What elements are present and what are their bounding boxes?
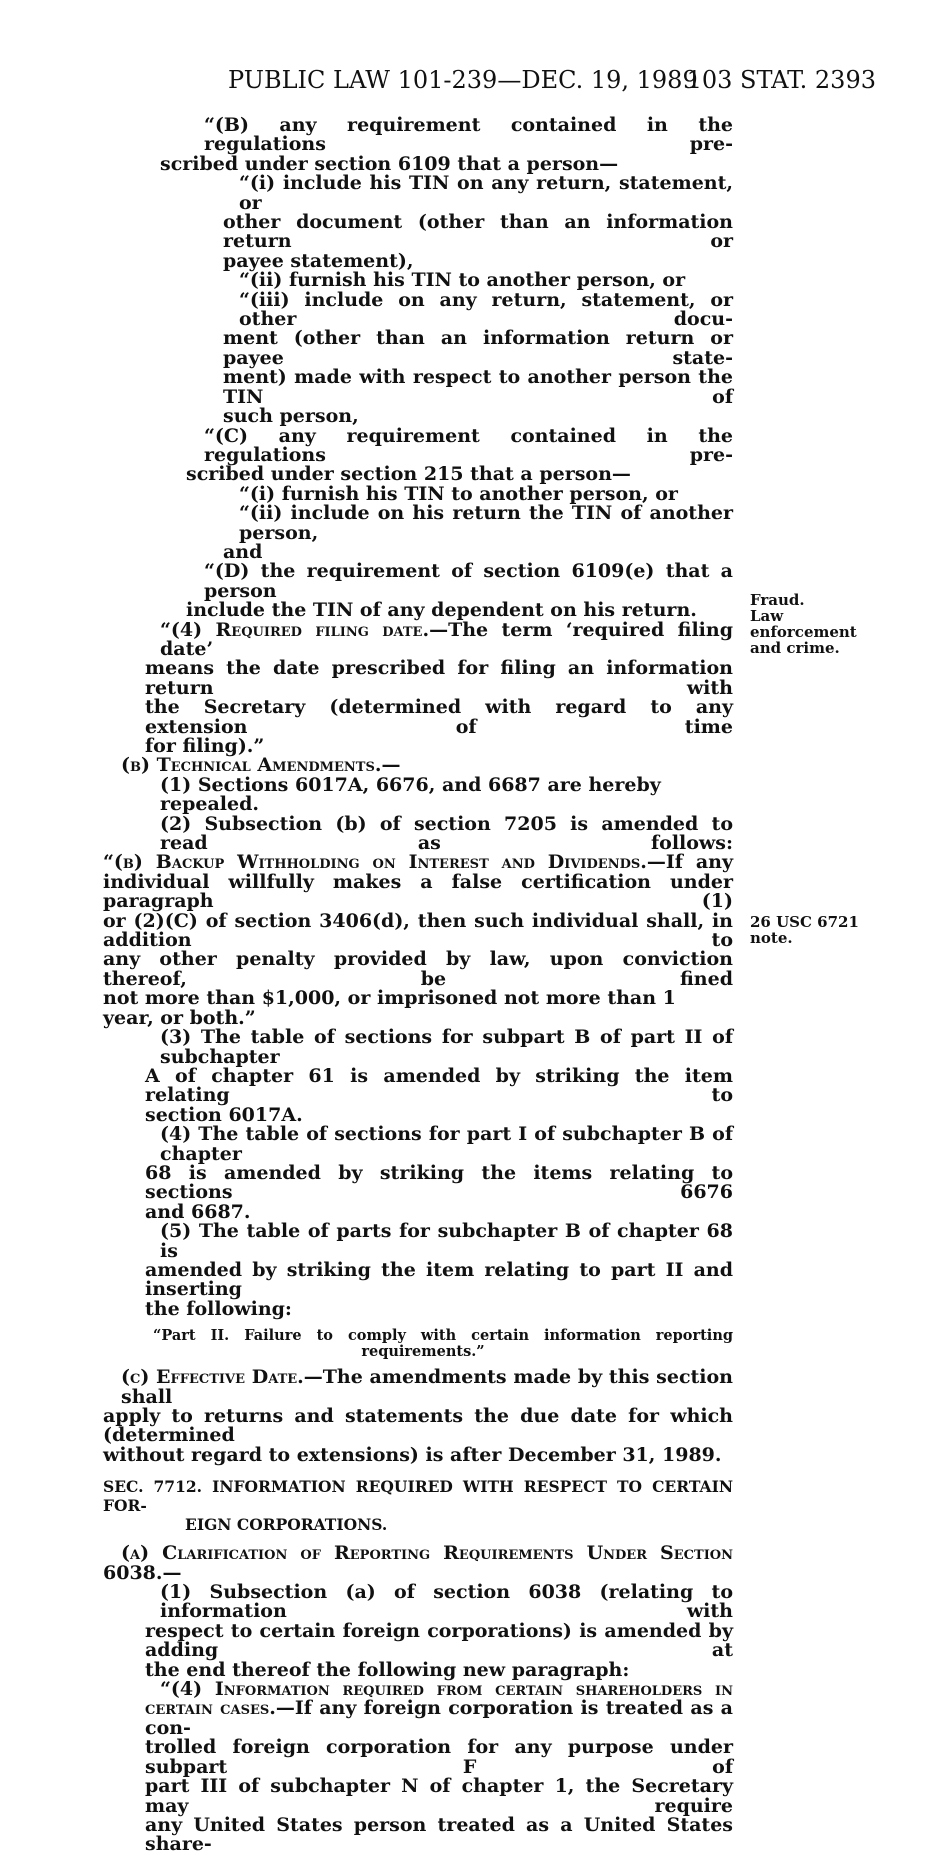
paragraph-d: “(D) the requirement of section 6109(e) that a person include the TIN of any dependent on his return. <box>186 560 733 622</box>
paragraph-4-required-filing-date: “(4) Required filing date.—The term ‘required filing date’ means the date prescribed for filing an information return with the Secretary (determined with regard to any extension of time for filing).” <box>145 618 733 757</box>
paragraph-backup-withholding: “(b) Backup Withholding on Interest and Dividends.—If any individual willfully makes a false certification under paragraph (1) or (2)(C) of section 3406(d), then such individual shall, in addition to any other penalty provided by law, upon conviction thereof, be fined not more than $1,000, or imprisoned not more than 1 year, or both.” <box>103 851 733 1029</box>
heading-clarification: (a) Clarification of Reporting Requirements Under Section 6038.— <box>103 1542 733 1584</box>
paragraph-c: “(C) any requirement contained in the regulations pre- scribed under section 215 that a person— <box>186 424 733 486</box>
paragraph-b: “(B) any requirement contained in the regulations pre- scribed under section 6109 that a person— <box>160 114 733 175</box>
term-backup-withholding: “(b) Backup Withholding on Interest and Dividends. <box>103 851 647 874</box>
paragraph-c-ii: “(ii) include on his return the TIN of another person, and <box>223 502 733 563</box>
term-information-required: “(4) Information required from certain shareholders in <box>160 1678 733 1701</box>
margin-note-fraud: Fraud. Law enforcement and crime. <box>750 591 857 657</box>
paragraph-b3: (3) The table of sections for subpart B of part II of subchapter A of chapter 61 is amended by striking the item relating to section 6017A. <box>145 1026 733 1126</box>
paragraph-b4: (4) The table of sections for part I of subchapter B of chapter 68 is amended by striking the items relating to sections 6676 and 6687. <box>145 1123 733 1223</box>
paragraph-c-i: “(i) furnish his TIN to another person, or <box>239 482 678 505</box>
paragraph-b-iii: “(iii) include on any return, statement, or other docu- ment (other than an information return or payee state- ment) made with respect to another person the TIN of such person, <box>223 288 733 428</box>
term-effective-date: (c) Effective Date. <box>121 1366 304 1389</box>
paragraph-effective-date: (c) Effective Date.—The amendments made by this section shall apply to returns and statements the due date for which (determined without regard to extensions) is after December 31, 1989. <box>103 1366 733 1466</box>
header-stat-page: 103 STAT. 2393 <box>686 66 876 94</box>
paragraph-b-ii: “(ii) furnish his TIN to another person, or <box>239 269 686 292</box>
table-of-parts-insert: “Part II. Failure to comply with certain information reporting requirements.” <box>153 1327 733 1361</box>
margin-note-usc: 26 USC 6721 note. <box>750 913 859 947</box>
paragraph-b-i: “(i) include his TIN on any return, statement, or other document (other than an information return or payee statement), <box>223 172 733 272</box>
paragraph-b5: (5) The table of parts for subchapter B of chapter 68 is amended by striking the item relating to part II and inserting the following: <box>145 1220 733 1320</box>
section-heading-7712: SEC. 7712. INFORMATION REQUIRED WITH RESPECT TO CERTAIN FOR- EIGN CORPORATIONS. <box>103 1477 733 1535</box>
paragraph-b2: (2) Subsection (b) of section 7205 is amended to read as follows: <box>160 812 733 855</box>
page-header <box>228 66 876 96</box>
header-law-citation: PUBLIC LAW 101-239—DEC. 19, 1989 <box>228 66 698 94</box>
heading-technical-amendments: (b) Technical Amendments.— <box>121 754 401 777</box>
document-body <box>103 116 733 1855</box>
paragraph-b1: (1) Sections 6017A, 6676, and 6687 are hereby repealed. <box>160 773 661 816</box>
paragraph-4-information-required: “(4) Information required from certain shareholders in certain cases.—If any foreign corporation is treated as a con- trolled foreign corporation for any purpose under subpart F of part III of subchapter N of chapter 1, the Secretary may require any United States person treated as a United States share- <box>103 1680 733 1855</box>
paragraph-a1: (1) Subsection (a) of section 6038 (relating to information with respect to certain foreign corporations) is amended by adding at the end thereof the following new paragraph: <box>145 1581 733 1681</box>
term-required-filing-date: “(4) Required filing date. <box>160 618 430 641</box>
